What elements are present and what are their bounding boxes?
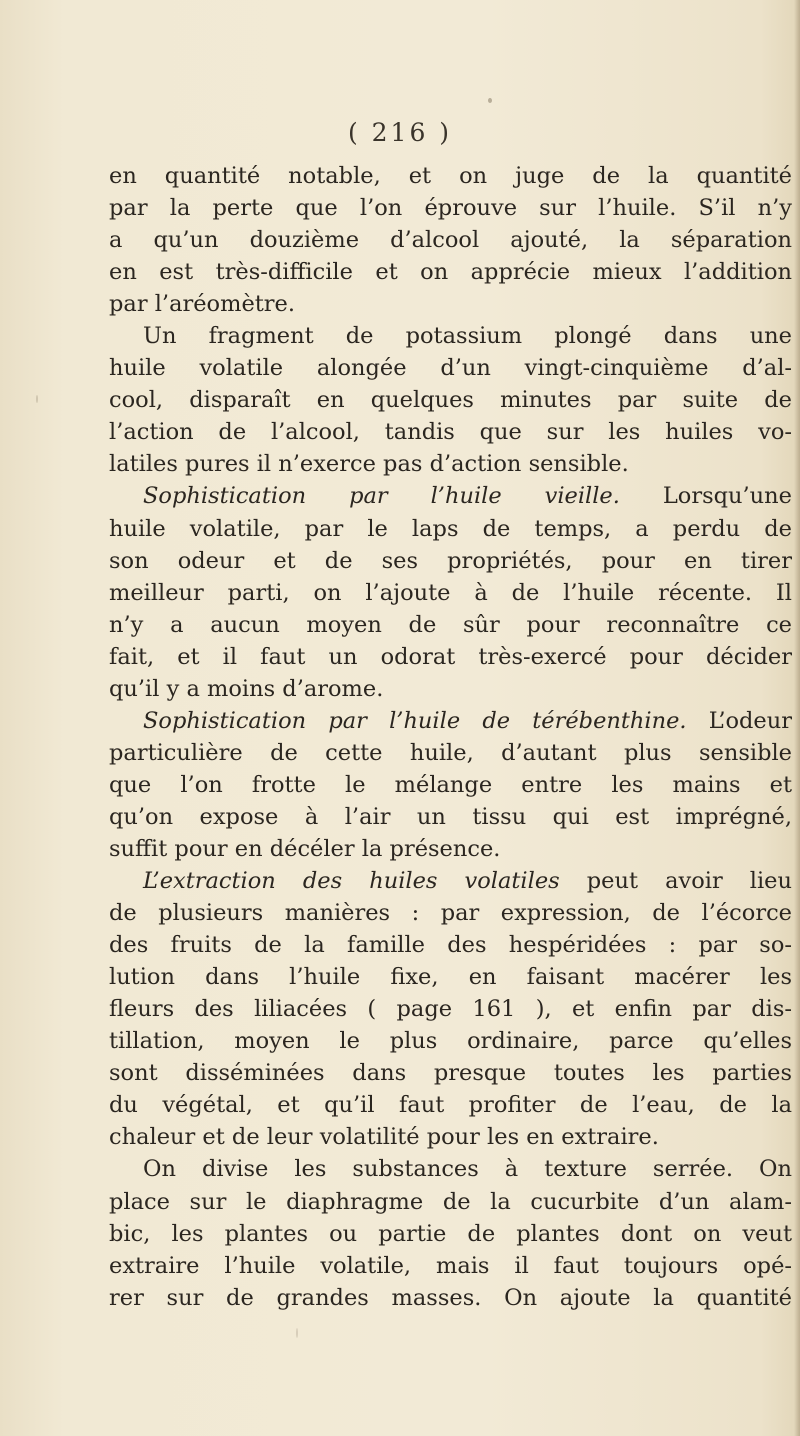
text-line: par la perte que l’on éprouve sur l’huile. S’il n’y <box>109 195 792 222</box>
text-line: extraire l’huile volatile, mais il faut toujours opé- <box>109 1252 792 1279</box>
text-line: huile volatile, par le laps de temps, a perdu de <box>109 515 792 542</box>
text-line: que l’on frotte le mélange entre les mains et <box>109 771 792 798</box>
page-edge-shadow <box>794 0 800 1436</box>
section-heading: L’extraction des huiles volatiles <box>143 868 560 895</box>
paper-speck <box>296 1328 298 1338</box>
section-heading-line: Sophistication par l’huile de térébenthine. L’odeur <box>143 707 792 734</box>
text-line: fait, et il faut un odorat très-exercé pour décider <box>109 643 792 670</box>
text-line: particulière de cette huile, d’autant plus sensible <box>109 739 792 766</box>
text-line: place sur le diaphragme de la cucurbite d’un alam- <box>109 1188 792 1215</box>
text-line: lution dans l’huile fixe, en faisant macérer les <box>109 964 792 991</box>
text-line: rer sur de grandes masses. On ajoute la quantité <box>109 1284 792 1311</box>
section-heading-line: L’extraction des huiles volatiles peut avoir lieu <box>143 868 792 895</box>
paper-speck <box>414 1102 416 1105</box>
page-number: ( 216 ) <box>347 118 453 147</box>
text-line: huile volatile alongée d’un vingt-cinquième d’al- <box>109 355 792 382</box>
text-line: chaleur et de leur volatilité pour les en extraire. <box>109 1124 659 1151</box>
section-heading: Sophistication par l’huile de térébenthine. <box>143 707 687 734</box>
text-line: bic, les plantes ou partie de plantes dont on veut <box>109 1220 792 1247</box>
text-line: Un fragment de potassium plongé dans une <box>143 323 792 350</box>
text-line: l’action de l’alcool, tandis que sur les huiles vo- <box>109 419 792 446</box>
text-line: qu’on expose à l’air un tissu qui est imprégné, <box>109 803 792 830</box>
section-heading: Sophistication par l’huile vieille. <box>143 483 620 510</box>
text-line: son odeur et de ses propriétés, pour en tirer <box>109 547 792 574</box>
body-text <box>109 160 792 1314</box>
paper-speck <box>36 395 38 403</box>
section-heading-line: Sophistication par l’huile vieille. Lorsqu’une <box>143 483 792 510</box>
text-line: a qu’un douzième d’alcool ajouté, la séparation <box>109 227 792 254</box>
text-line: sont disséminées dans presque toutes les parties <box>109 1060 792 1087</box>
text-line: On divise les substances à texture serrée. On <box>143 1156 792 1183</box>
text-line: du végétal, et qu’il faut profiter de l’eau, de la <box>109 1092 792 1119</box>
paper-speck <box>488 98 492 103</box>
text-line: en est très-difficile et on apprécie mieux l’addition <box>109 259 792 286</box>
text-line: fleurs des liliacées ( page 161 ), et enfin par dis- <box>109 996 792 1023</box>
text-line: meilleur parti, on l’ajoute à de l’huile récente. Il <box>109 579 792 606</box>
text-line: de plusieurs manières : par expression, de l’écorce <box>109 900 792 927</box>
text-line: suffit pour en décéler la présence. <box>109 835 501 862</box>
text-line: tillation, moyen le plus ordinaire, parce qu’elles <box>109 1028 792 1055</box>
text-line: en quantité notable, et on juge de la quantité <box>109 163 792 189</box>
text-line: des fruits de la famille des hespéridées : par so- <box>109 932 792 959</box>
text-line: par l’aréomètre. <box>109 291 296 318</box>
text-line: n’y a aucun moyen de sûr pour reconnaître ce <box>109 611 792 638</box>
text-line: latiles pures il n’exerce pas d’action sensible. <box>109 451 629 478</box>
text-line: qu’il y a moins d’arome. <box>109 675 384 702</box>
text-line: cool, disparaît en quelques minutes par suite de <box>109 387 792 414</box>
